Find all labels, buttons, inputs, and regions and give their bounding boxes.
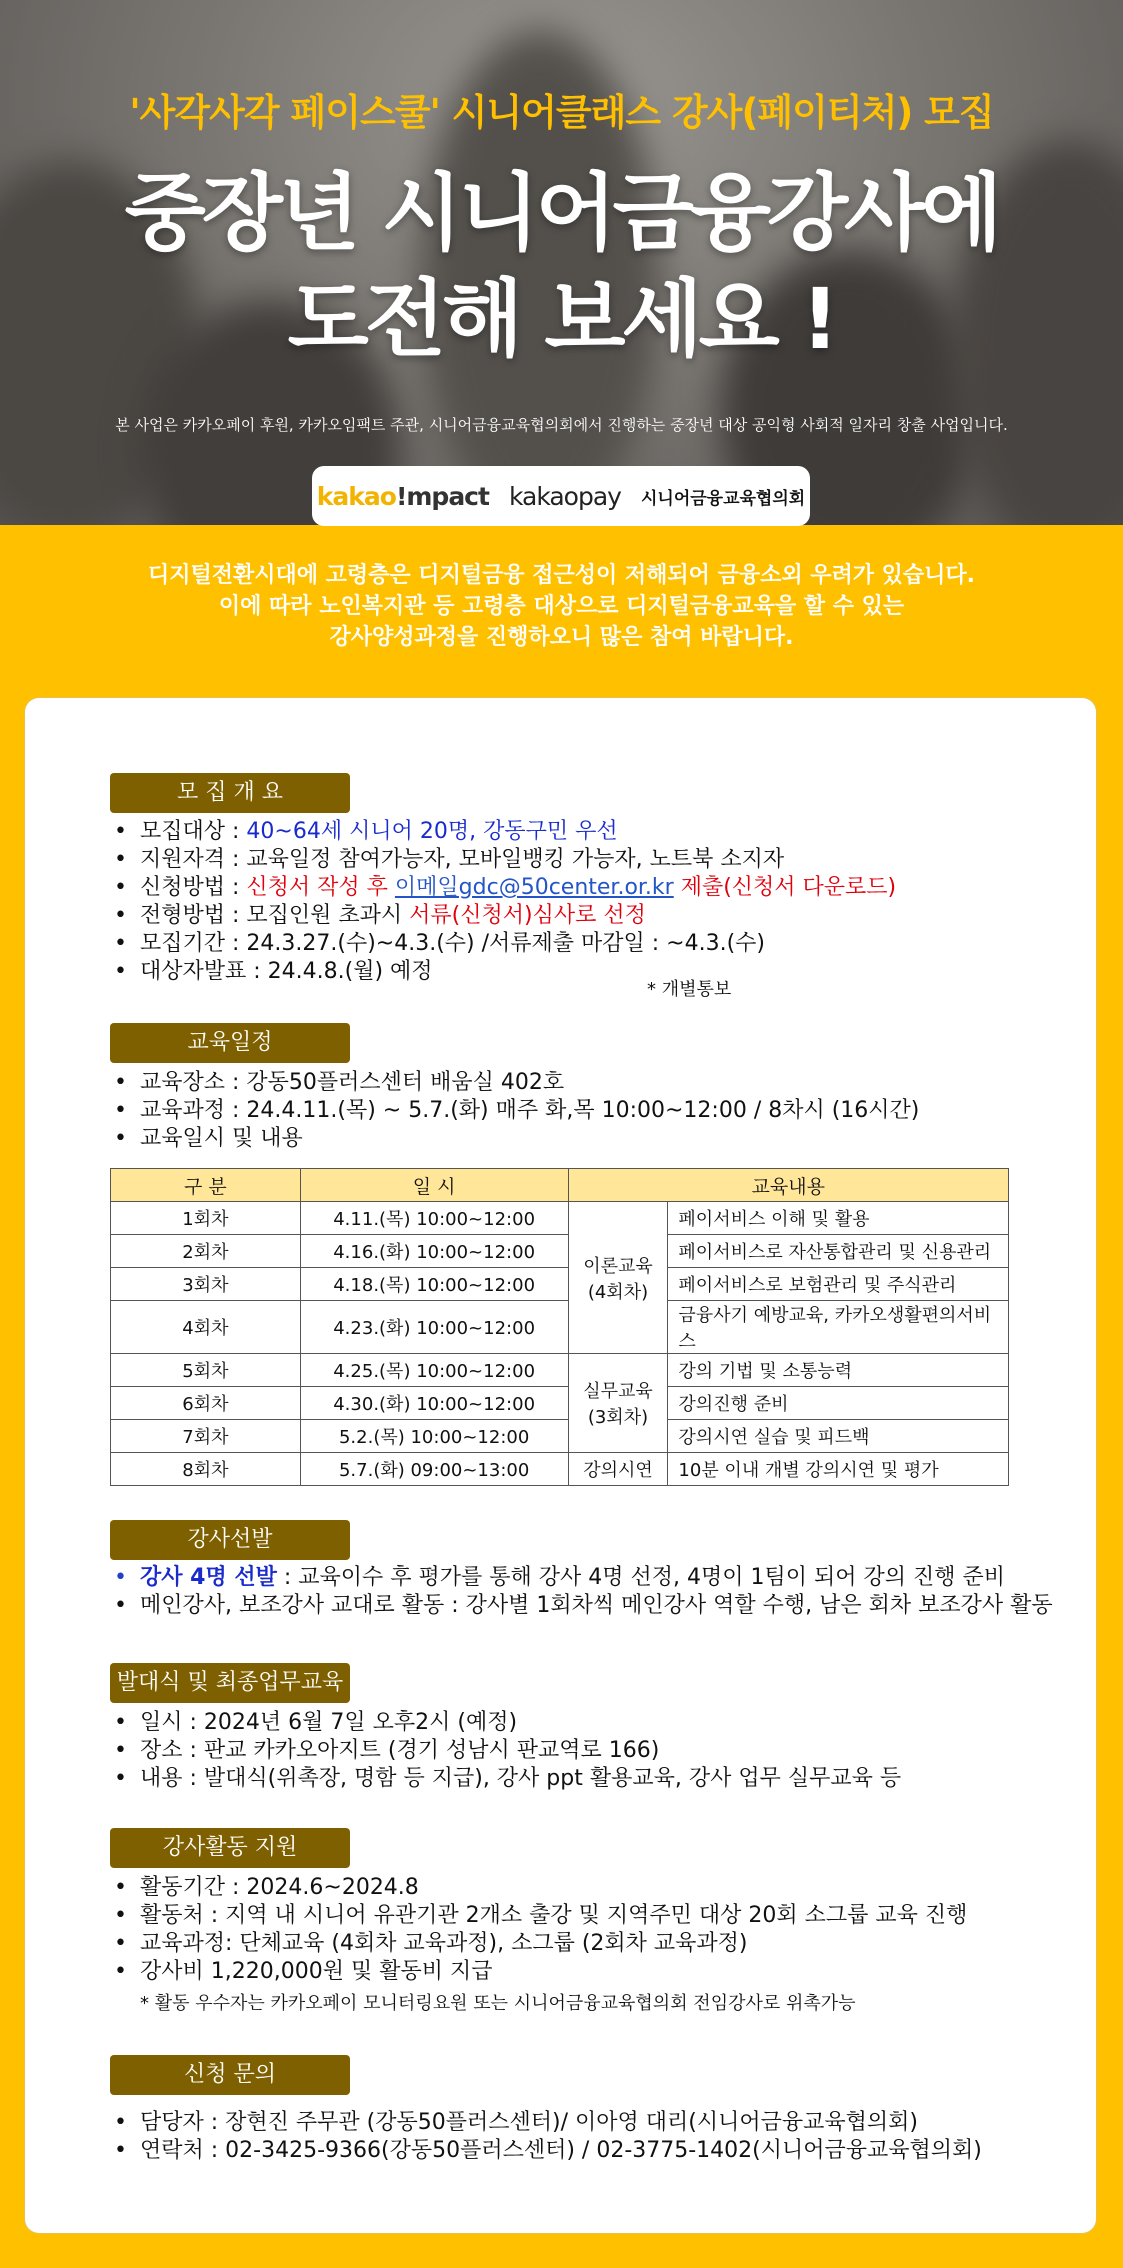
announce-note: * 개별통보 — [647, 979, 732, 1000]
group-label: 이론교육 — [583, 1255, 653, 1277]
list-item: • 장소 : 판교 카카오아지트 (경기 성남시 판교역로 166) — [110, 1737, 901, 1765]
support-section-label: 강사활동 지원 — [110, 1828, 350, 1868]
session-date: 4.18.(목) 10:00~12:00 — [300, 1268, 568, 1301]
table-row — [111, 1354, 1009, 1387]
recruit-section-label: 모 집 개 요 — [110, 773, 350, 813]
list-item: • 활동처 : 지역 내 시니어 유관기관 2개소 출강 및 지역주민 대상 20회 소그룹 교육 진행 — [110, 1902, 967, 1930]
recruit-target-value: 40~64세 시니어 20명, 강동구민 우선 — [246, 819, 618, 844]
schedule-section-label: 교육일정 — [110, 1023, 350, 1063]
list-item: • 교육장소 : 강동50플러스센터 배움실 402호 — [110, 1069, 919, 1097]
list-item: • 활동기간 : 2024.6~2024.8 — [110, 1874, 967, 1902]
table-row — [111, 1387, 1009, 1420]
selection-section-label: 강사선발 — [110, 1520, 350, 1560]
recruit-target-label: 모집대상 : — [140, 819, 247, 844]
session-date: 4.30.(화) 10:00~12:00 — [300, 1387, 568, 1420]
session-date: 4.25.(목) 10:00~12:00 — [300, 1354, 568, 1387]
hero-title — [0, 160, 1123, 372]
support-list — [110, 1874, 967, 1986]
kakao-impact-logo — [317, 482, 489, 511]
apply-label: 신청방법 : — [140, 875, 247, 900]
list-item: • 메인강사, 보조강사 교대로 활동 : 강사별 1회차씩 메인강사 역할 수행, 남은 회차 보조강사 활동 — [110, 1592, 1053, 1620]
list-item: • 연락처 : 02-3425-9366(강동50플러스센터) / 02-3775-1402(시니어금융교육협의회) — [110, 2137, 982, 2165]
table-row — [111, 1420, 1009, 1453]
list-item: • 교육과정: 단체교육 (4회차 교육과정), 소그룹 (2회차 교육과정) — [110, 1930, 967, 1958]
selection-detail: : 교육이수 후 평가를 통해 강사 4명 선정, 4명이 1팀이 되어 강의 진행 준비 — [276, 1565, 1005, 1590]
selection-highlight: 강사 4명 선발 — [140, 1565, 277, 1590]
inquiry-list — [110, 2109, 982, 2165]
table-row — [111, 1235, 1009, 1268]
intro-line: 디지털전환시대에 고령층은 디지털금융 접근성이 저해되어 금융소외 우려가 있습니다. — [147, 563, 976, 588]
launch-list — [110, 1709, 901, 1793]
session-no: 1회차 — [111, 1202, 301, 1235]
kakao-impact-logo-part1: kakao — [316, 481, 396, 511]
group-count: (3회차) — [587, 1407, 649, 1428]
table-header: 구 분 — [111, 1169, 301, 1202]
list-item — [110, 1564, 1053, 1592]
group-demo: 강의시연 — [568, 1453, 668, 1486]
hero-title-line1: 중장년 시니어금융강사에 — [124, 164, 999, 262]
apply-email-link[interactable]: 이메일gdc@50center.or.kr — [394, 875, 674, 900]
list-item: • 모집기간 : 24.3.27.(수)~4.3.(수) /서류제출 마감일 : ~4.3.(수) — [110, 930, 896, 958]
session-no: 5회차 — [111, 1354, 301, 1387]
sponsor-logo-bar — [312, 466, 810, 526]
support-note: * 활동 우수자는 카카오페이 모니터링요원 또는 시니어금융교육협의회 전임강사로 위촉가능 — [140, 1993, 856, 2014]
list-item: • 강사비 1,220,000원 및 활동비 지급 — [110, 1958, 967, 1986]
content-card — [25, 698, 1096, 2233]
session-content: 10분 이내 개별 강의시연 및 평가 — [668, 1453, 1009, 1486]
intro-text — [0, 560, 1123, 653]
session-date: 5.7.(화) 09:00~13:00 — [300, 1453, 568, 1486]
kakaopay-logo: kakaopay — [508, 481, 621, 511]
list-item: • 담당자 : 장현진 주무관 (강동50플러스센터)/ 이아영 대리(시니어금융교육협의회) — [110, 2109, 982, 2137]
session-no: 8회차 — [111, 1453, 301, 1486]
table-header: 교육내용 — [568, 1169, 1008, 1202]
list-item — [110, 818, 896, 846]
list-item — [110, 902, 896, 930]
session-no: 4회차 — [111, 1301, 301, 1354]
schedule-list — [110, 1069, 919, 1153]
list-item: • 대상자발표 : 24.4.8.(월) 예정 — [110, 958, 896, 986]
session-content: 페이서비스 이해 및 활용 — [668, 1202, 1009, 1235]
group-practice — [568, 1354, 668, 1453]
list-item: • 지원자격 : 교육일정 참여가능자, 모바일뱅킹 가능자, 노트북 소지자 — [110, 846, 896, 874]
hero-top-title: '사각사각 페이스쿨' 시니어클래스 강사(페이티처) 모집 — [129, 91, 994, 134]
session-content: 페이서비스로 자산통합관리 및 신용관리 — [668, 1235, 1009, 1268]
session-date: 4.23.(화) 10:00~12:00 — [300, 1301, 568, 1354]
table-header: 일 시 — [300, 1169, 568, 1202]
session-content: 페이서비스로 보험관리 및 주식관리 — [668, 1268, 1009, 1301]
council-logo: 시니어금융교육협의회 — [640, 488, 806, 509]
intro-line: 이에 따라 노인복지관 등 고령층 대상으로 디지털금융교육을 할 수 있는 — [218, 594, 905, 619]
group-theory — [568, 1202, 668, 1354]
hero-banner — [0, 0, 1123, 525]
group-count: (4회차) — [587, 1281, 649, 1303]
session-date: 4.11.(목) 10:00~12:00 — [300, 1202, 568, 1235]
selection-list — [110, 1564, 1053, 1620]
session-no: 3회차 — [111, 1268, 301, 1301]
table-row — [111, 1453, 1009, 1486]
list-item — [110, 874, 896, 902]
apply-instruction: 신청서 작성 후 — [246, 875, 395, 900]
launch-section-label: 발대식 및 최종업무교육 — [110, 1663, 350, 1703]
apply-download-link[interactable]: 제출(신청서 다운로드) — [673, 875, 897, 900]
inquiry-section-label: 신청 문의 — [110, 2055, 350, 2095]
session-date: 4.16.(화) 10:00~12:00 — [300, 1235, 568, 1268]
table-row — [111, 1268, 1009, 1301]
session-no: 7회차 — [111, 1420, 301, 1453]
hero-subtitle: 본 사업은 카카오페이 후원, 카카오임팩트 주관, 시니어금융교육협의회에서 진행하는 중장년 대상 공익형 사회적 일자리 창출 사업입니다. — [115, 416, 1008, 434]
list-item: • 교육일시 및 내용 — [110, 1125, 919, 1153]
session-content: 강의시연 실습 및 피드백 — [668, 1420, 1009, 1453]
table-row — [111, 1301, 1009, 1354]
session-content: 금융사기 예방교육, 카카오생활편의서비스 — [668, 1301, 1009, 1354]
table-header-row — [111, 1169, 1009, 1202]
hero-title-line2: 도전해 보세요 ! — [287, 270, 836, 368]
session-date: 5.2.(목) 10:00~12:00 — [300, 1420, 568, 1453]
session-no: 2회차 — [111, 1235, 301, 1268]
list-item: • 일시 : 2024년 6월 7일 오후2시 (예정) — [110, 1709, 901, 1737]
intro-line: 강사양성과정을 진행하오니 많은 참여 바랍니다. — [329, 625, 794, 650]
selection-label: 전형방법 : 모집인원 초과시 — [140, 903, 410, 928]
session-content: 강의진행 준비 — [668, 1387, 1009, 1420]
table-row — [111, 1202, 1009, 1235]
group-label: 실무교육 — [583, 1381, 653, 1402]
session-content: 강의 기법 및 소통능력 — [668, 1354, 1009, 1387]
list-item: • 교육과정 : 24.4.11.(목) ~ 5.7.(화) 매주 화,목 10:00~12:00 / 8차시 (16시간) — [110, 1097, 919, 1125]
list-item: • 내용 : 발대식(위촉장, 명함 등 지급), 강사 ppt 활용교육, 강사 업무 실무교육 등 — [110, 1765, 901, 1793]
session-no: 6회차 — [111, 1387, 301, 1420]
kakao-impact-logo-part2: !mpact — [395, 481, 489, 511]
recruit-list — [110, 818, 896, 986]
schedule-table — [110, 1168, 1009, 1486]
selection-method: 서류(신청서)심사로 선정 — [409, 903, 646, 928]
